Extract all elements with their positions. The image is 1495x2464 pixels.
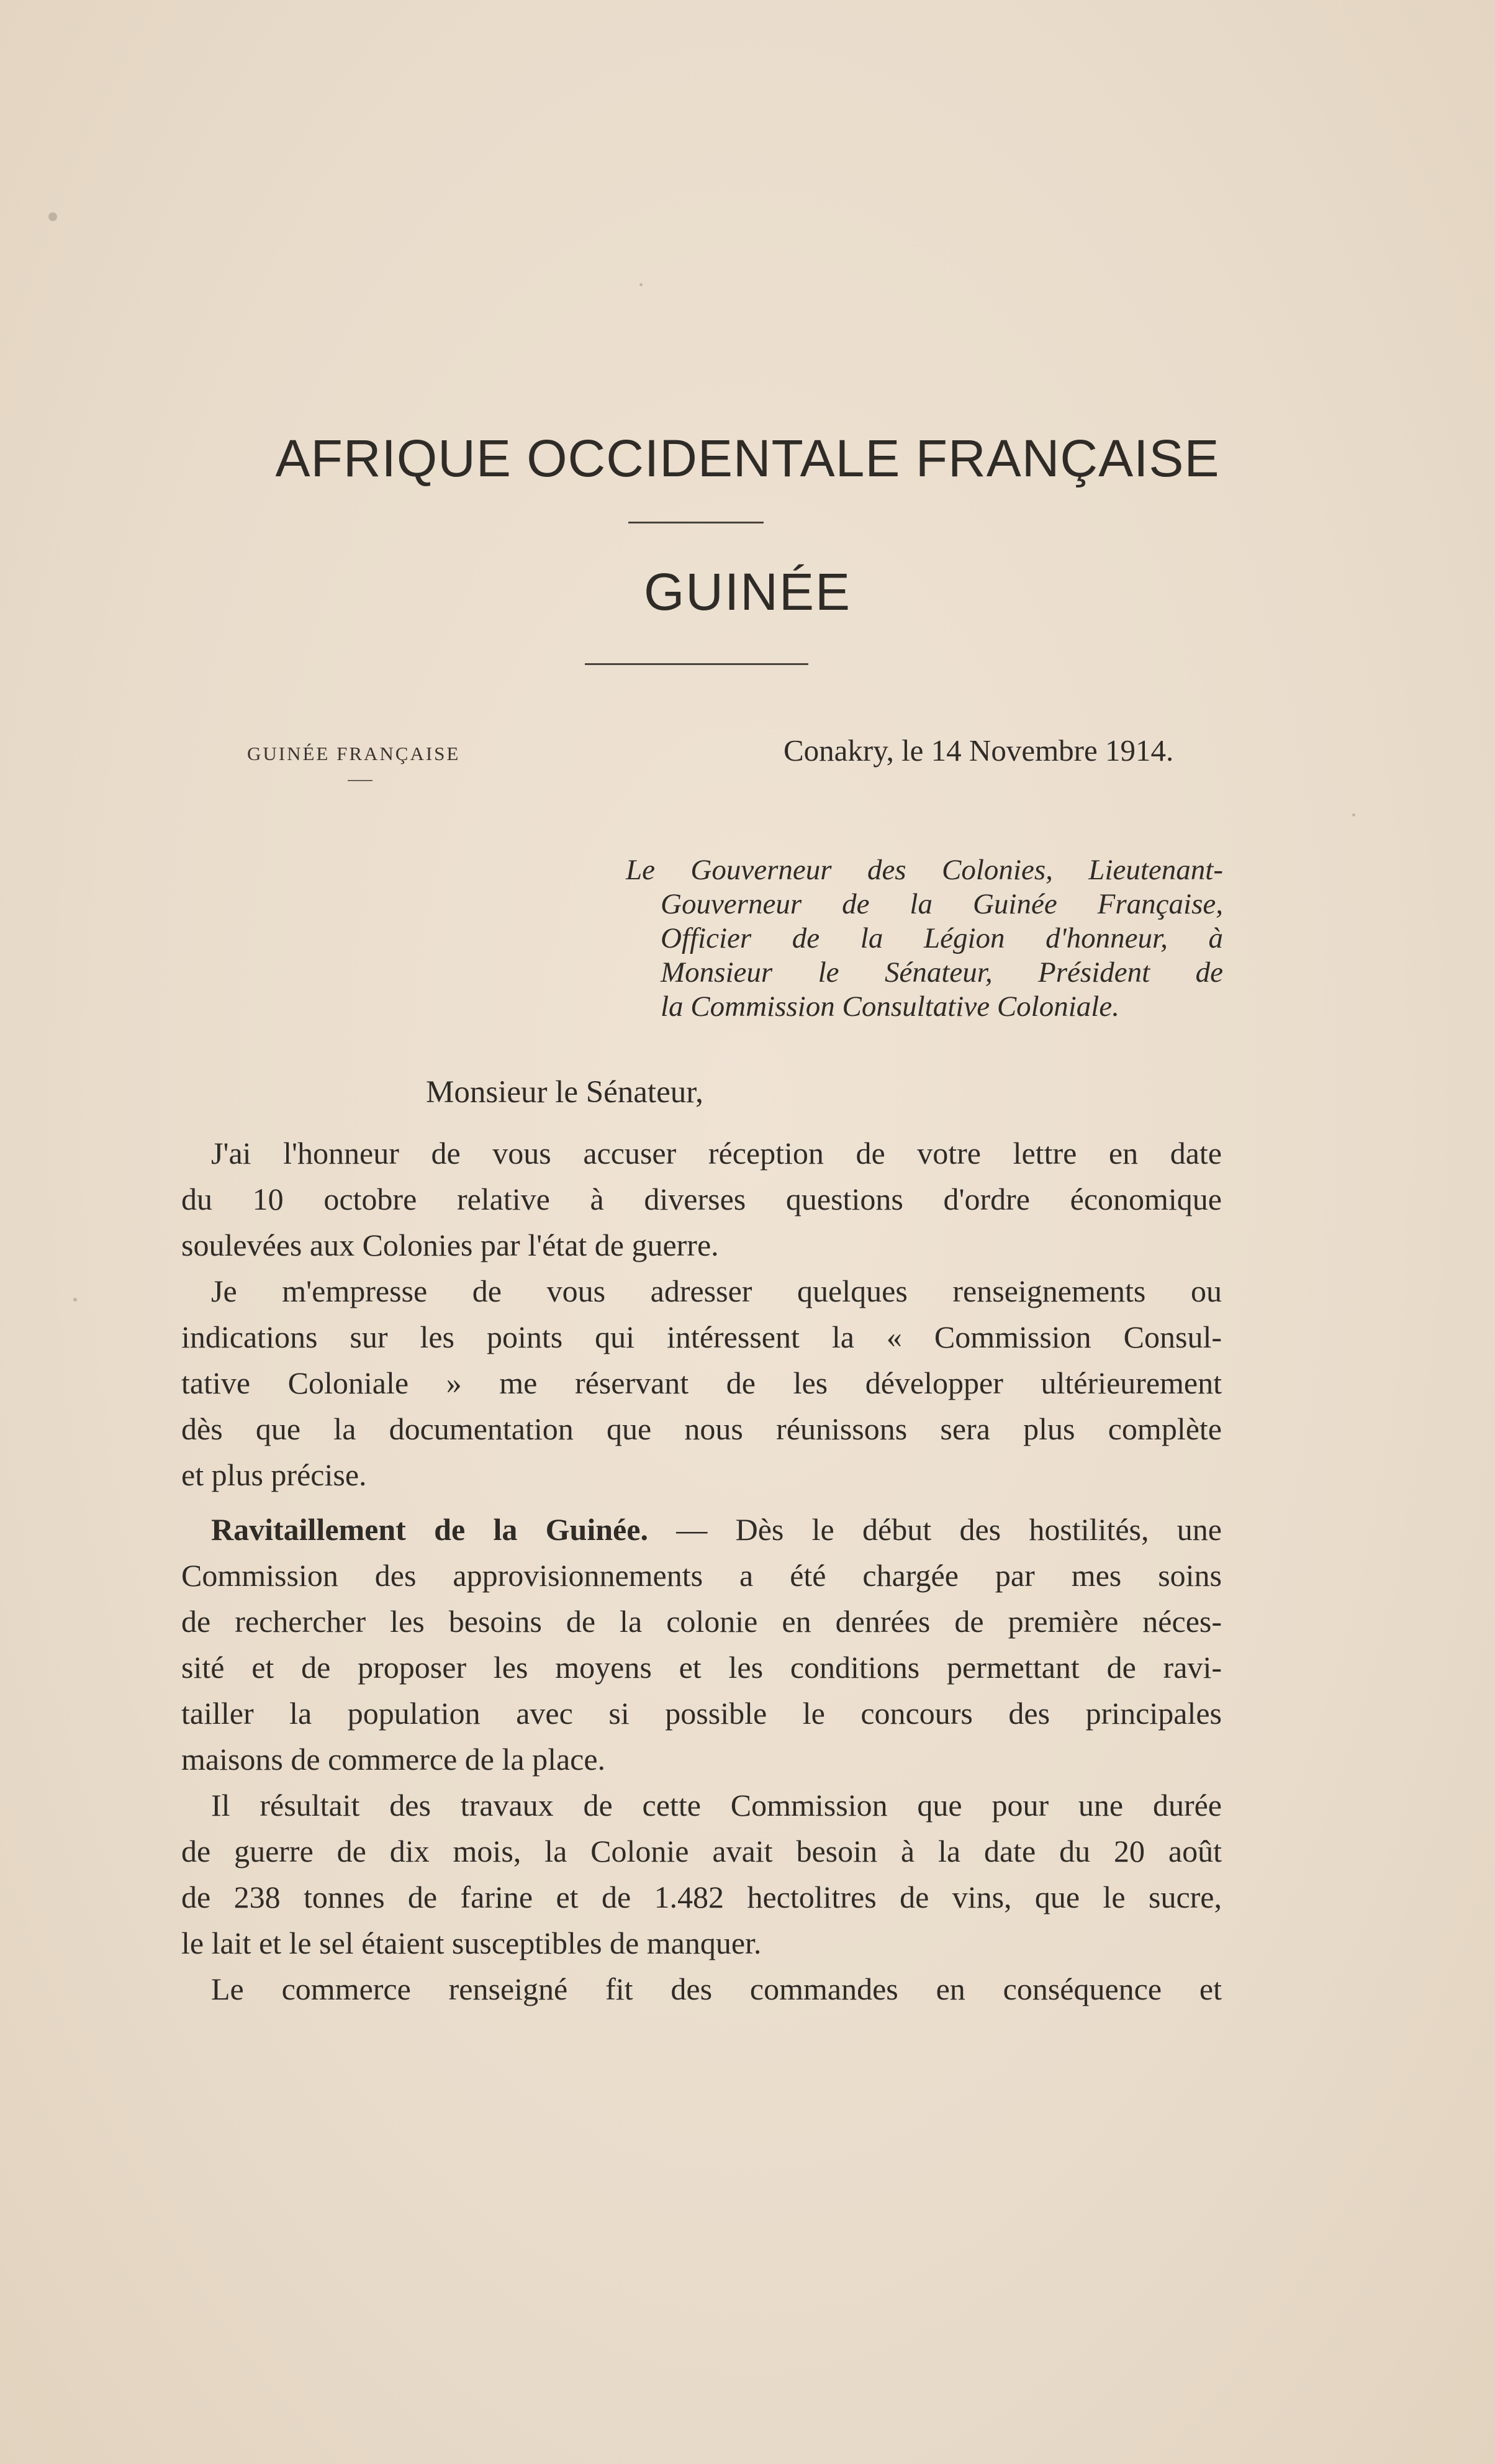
paragraph: [181, 1268, 1222, 1498]
body-line: du 10 octobre relative à diverses questions d'ordre économique: [181, 1182, 1222, 1216]
body-line-text: — Dès le début des hostilités, une: [648, 1512, 1222, 1547]
body-line: soulevées aux Colonies par l'état de guerre.: [181, 1228, 719, 1262]
body-line: tailler la population avec si possible le concours des principales: [181, 1696, 1222, 1731]
body-line: Commission des approvisionnements a été chargée par mes soins: [181, 1558, 1222, 1593]
title-rule: [628, 522, 764, 523]
subtitle-rule: [585, 663, 808, 665]
address-line: Gouverneur de la Guinée Française,: [661, 888, 1223, 920]
paper-speck: [639, 283, 643, 286]
body-line: Le commerce renseigné fit des commandes en conséquence et: [211, 1972, 1222, 2006]
paper-speck: [73, 1298, 77, 1302]
body-line: de guerre de dix mois, la Colonie avait besoin à la date du 20 août: [181, 1834, 1222, 1868]
body-line: et plus précise.: [181, 1457, 367, 1492]
body-line: maisons de commerce de la place.: [181, 1742, 606, 1777]
body-line: de rechercher les besoins de la colonie en denrées de première néces-: [181, 1604, 1222, 1639]
letter-address: [608, 853, 1223, 1024]
body-line: J'ai l'honneur de vous accuser réception de votre lettre en date: [211, 1136, 1222, 1171]
address-line: Le Gouverneur des Colonies, Lieutenant-: [626, 854, 1223, 886]
letter-salutation: Monsieur le Sénateur,: [426, 1075, 703, 1110]
address-line: Officier de la Légion d'honneur, à: [661, 922, 1223, 954]
letter-place-date: Conakry, le 14 Novembre 1914.: [784, 733, 1174, 768]
section-heading: Ravitaillement de la Guinée.: [211, 1512, 648, 1547]
body-line: Il résultait des travaux de cette Commission que pour une durée: [211, 1788, 1222, 1823]
address-line: la Commission Consultative Coloniale.: [661, 990, 1119, 1023]
body-line: de 238 tonnes de farine et de 1.482 hectolitres de vins, que le sucre,: [181, 1880, 1222, 1914]
paragraph: [181, 1130, 1222, 1268]
document-title: AFRIQUE OCCIDENTALE FRANÇAISE: [275, 429, 1220, 487]
body-line: tative Coloniale » me réservant de les développer ultérieurement: [181, 1366, 1222, 1400]
body-line: indications sur les points qui intéressent la « Commission Consul-: [181, 1320, 1222, 1354]
letter-origin: GUINÉE FRANÇAISE: [247, 743, 461, 764]
body-line: sité et de proposer les moyens et les conditions permettant de ravi-: [181, 1650, 1222, 1685]
paragraph: [181, 1506, 1222, 1782]
document-subtitle: GUINÉE: [643, 563, 852, 621]
paragraph: [181, 1782, 1222, 1966]
body-line: Je m'empresse de vous adresser quelques renseignements ou: [211, 1274, 1222, 1308]
body-line: le lait et le sel étaient susceptibles de manquer.: [181, 1926, 762, 1960]
address-line: Monsieur le Sénateur, Président de: [661, 956, 1223, 989]
letter-body: [181, 1130, 1222, 2012]
paragraph-gap: [181, 1498, 1222, 1506]
body-line: [181, 1506, 1222, 1552]
origin-dash: [348, 780, 373, 781]
paragraph: [181, 1966, 1222, 2012]
paper-speck: [1352, 813, 1355, 817]
body-line: dès que la documentation que nous réunissons sera plus complète: [181, 1411, 1222, 1446]
paper-speck: [48, 212, 57, 221]
